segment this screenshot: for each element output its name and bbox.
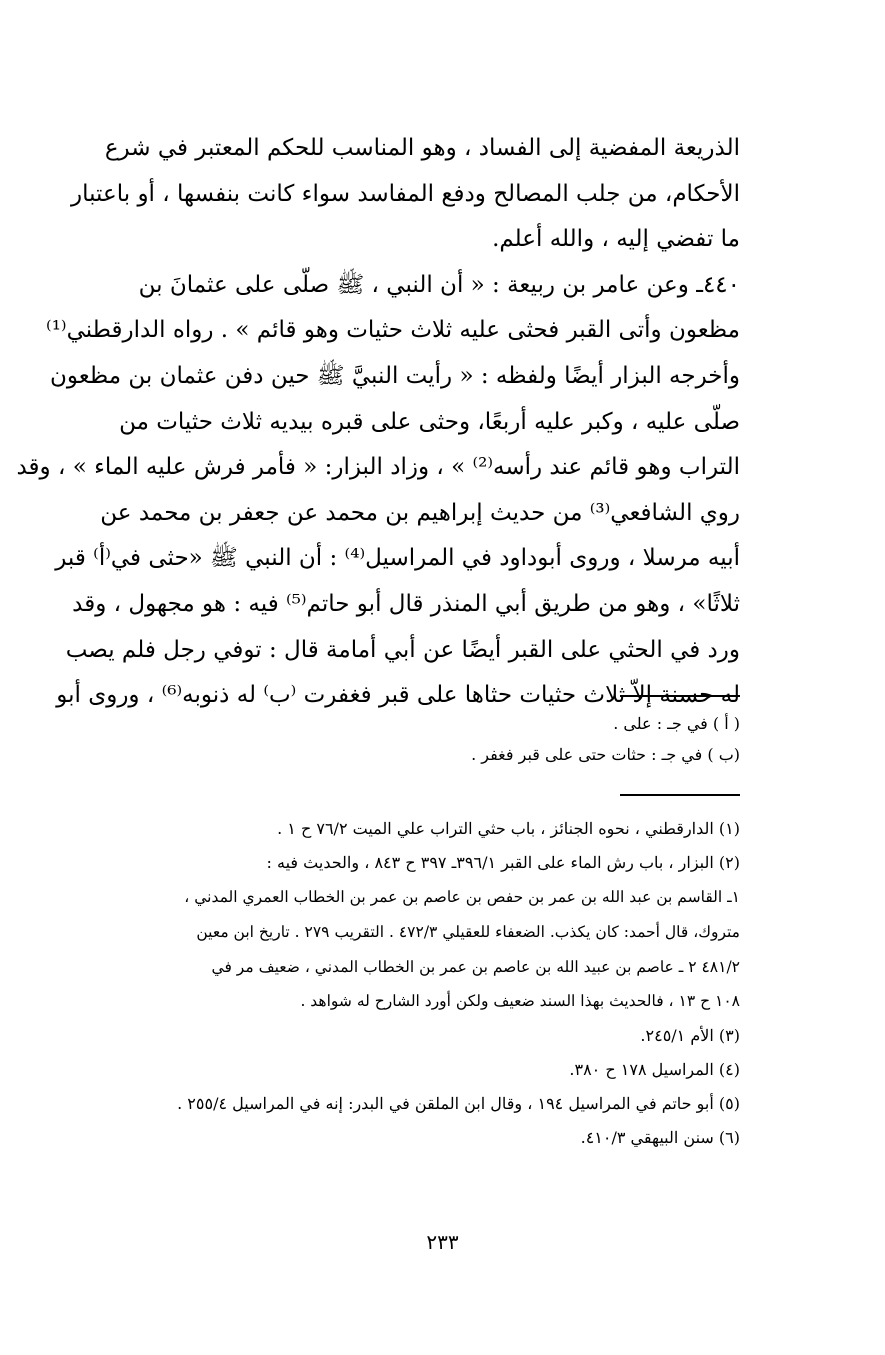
footnote-6: (٦) سنن البيهقي ٤١٠/٣. bbox=[580, 1128, 740, 1148]
footnote-2-detail: ١٠٨ ح ١٣ ، فالحديث بهذا السند ضعيف ولكن أورد الشارح له شواهد . bbox=[300, 992, 740, 1011]
footnotes-block bbox=[158, 812, 740, 1155]
footnote-2-detail: متروك، قال أحمد: كان يكذب. الضعفاء للعقيلي ٤٧٢/٣ . التقريب ٢٧٩ . تاريخ ابن معين bbox=[196, 922, 740, 941]
footnote-2-detail: ١ـ القاسم بن عبد الله بن عمر بن حفص بن عاصم بن عمر بن الخطاب العمري المدني ، bbox=[184, 888, 740, 906]
footnote-1: (١) الدارقطني ، نحوه الجنائز ، باب حثي التراب علي الميت ٧٦/٢ ح ١ . bbox=[277, 819, 740, 838]
main-text-line: روي الشافعي⁽³⁾ من حديث إبراهيم بن محمد عن جعفر بن محمد عن bbox=[100, 499, 740, 526]
variant-notes bbox=[158, 708, 740, 770]
main-text-line: صلّى عليه ، وكبر عليه أربعًا، وحثى على قبره بيديه ثلاث حثيات من bbox=[119, 408, 740, 435]
main-text-line: وأخرجه البزار أيضًا ولفظه : « رأيت النبيَّ ﷺ حين دفن عثمان بن مظعون bbox=[50, 362, 740, 389]
footnote-separator bbox=[620, 794, 740, 796]
footnote-5: (٥) أبو حاتم في المراسيل ١٩٤ ، وقال ابن الملقن في البدر: إنه في المراسيل ٢٥٥/٤ . bbox=[177, 1094, 740, 1114]
main-text-block bbox=[16, 126, 740, 719]
main-text-line: الأحكام، من جلب المصالح ودفع المفاسد سواء كانت بنفسها ، أو باعتبار bbox=[71, 180, 740, 207]
variant-note: ( أ ) في جـ : على . bbox=[613, 714, 740, 733]
footnote-2-detail: ٤٨١/٢ ٢ ـ عاصم بن عبيد الله بن عاصم بن عمر بن الخطاب المدني ، ضعيف مر في bbox=[211, 957, 740, 976]
main-text-line: أبيه مرسلا ، وروى أبوداود في المراسيل⁽⁴⁾ : أن النبي ﷺ «حثى في⁽أ⁾ قبر bbox=[55, 545, 740, 572]
footnote-2: (٢) البزار ، باب رش الماء على القبر ٣٩٦/١ـ ٣٩٧ ح ٨٤٣ ، والحديث فيه : bbox=[266, 853, 740, 872]
main-text-line: له حسنة إلاّ ثلاث حثيات حثاها على قبر فغفرت ⁽ب⁾ له ذنوبه⁽⁶⁾ ، وروى أبو bbox=[56, 682, 740, 709]
footnote-separator bbox=[620, 695, 740, 697]
page-number: ٢٣٣ bbox=[426, 1230, 459, 1254]
footnote-3: (٣) الأم ٢٤٥/١. bbox=[640, 1026, 740, 1046]
main-text-line: ثلاثًا» ، وهو من طريق أبي المنذر قال أبو حاتم⁽⁵⁾ فيه : هو مجهول ، وقد bbox=[72, 590, 740, 617]
variant-note: (ب ) في جـ : حثات حتى على قبر فغفر . bbox=[471, 745, 740, 764]
main-text-line: الذريعة المفضية إلى الفساد ، وهو المناسب للحكم المعتبر في شرع bbox=[104, 135, 740, 161]
main-text-line: مظعون وأتى القبر فحثى عليه ثلاث حثيات وهو قائم » . رواه الدارقطني⁽¹⁾ bbox=[46, 317, 740, 344]
main-text-line: ما تفضي إليه ، والله أعلم. bbox=[492, 226, 740, 253]
main-text-line: ٤٤٠ـ وعن عامر بن ربيعة : « أن النبي ، ﷺ صلّى على عثمانَ بن bbox=[138, 271, 740, 298]
main-text-line: التراب وهو قائم عند رأسه⁽²⁾ » ، وزاد البزار: « فأمر فرش عليه الماء » ، وقد bbox=[16, 454, 740, 481]
main-text-line: ورد في الحثي على القبر أيضًا عن أبي أمامة قال : توفي رجل فلم يصب bbox=[65, 636, 740, 663]
footnote-4: (٤) المراسيل ١٧٨ ح ٣٨٠. bbox=[569, 1060, 740, 1080]
